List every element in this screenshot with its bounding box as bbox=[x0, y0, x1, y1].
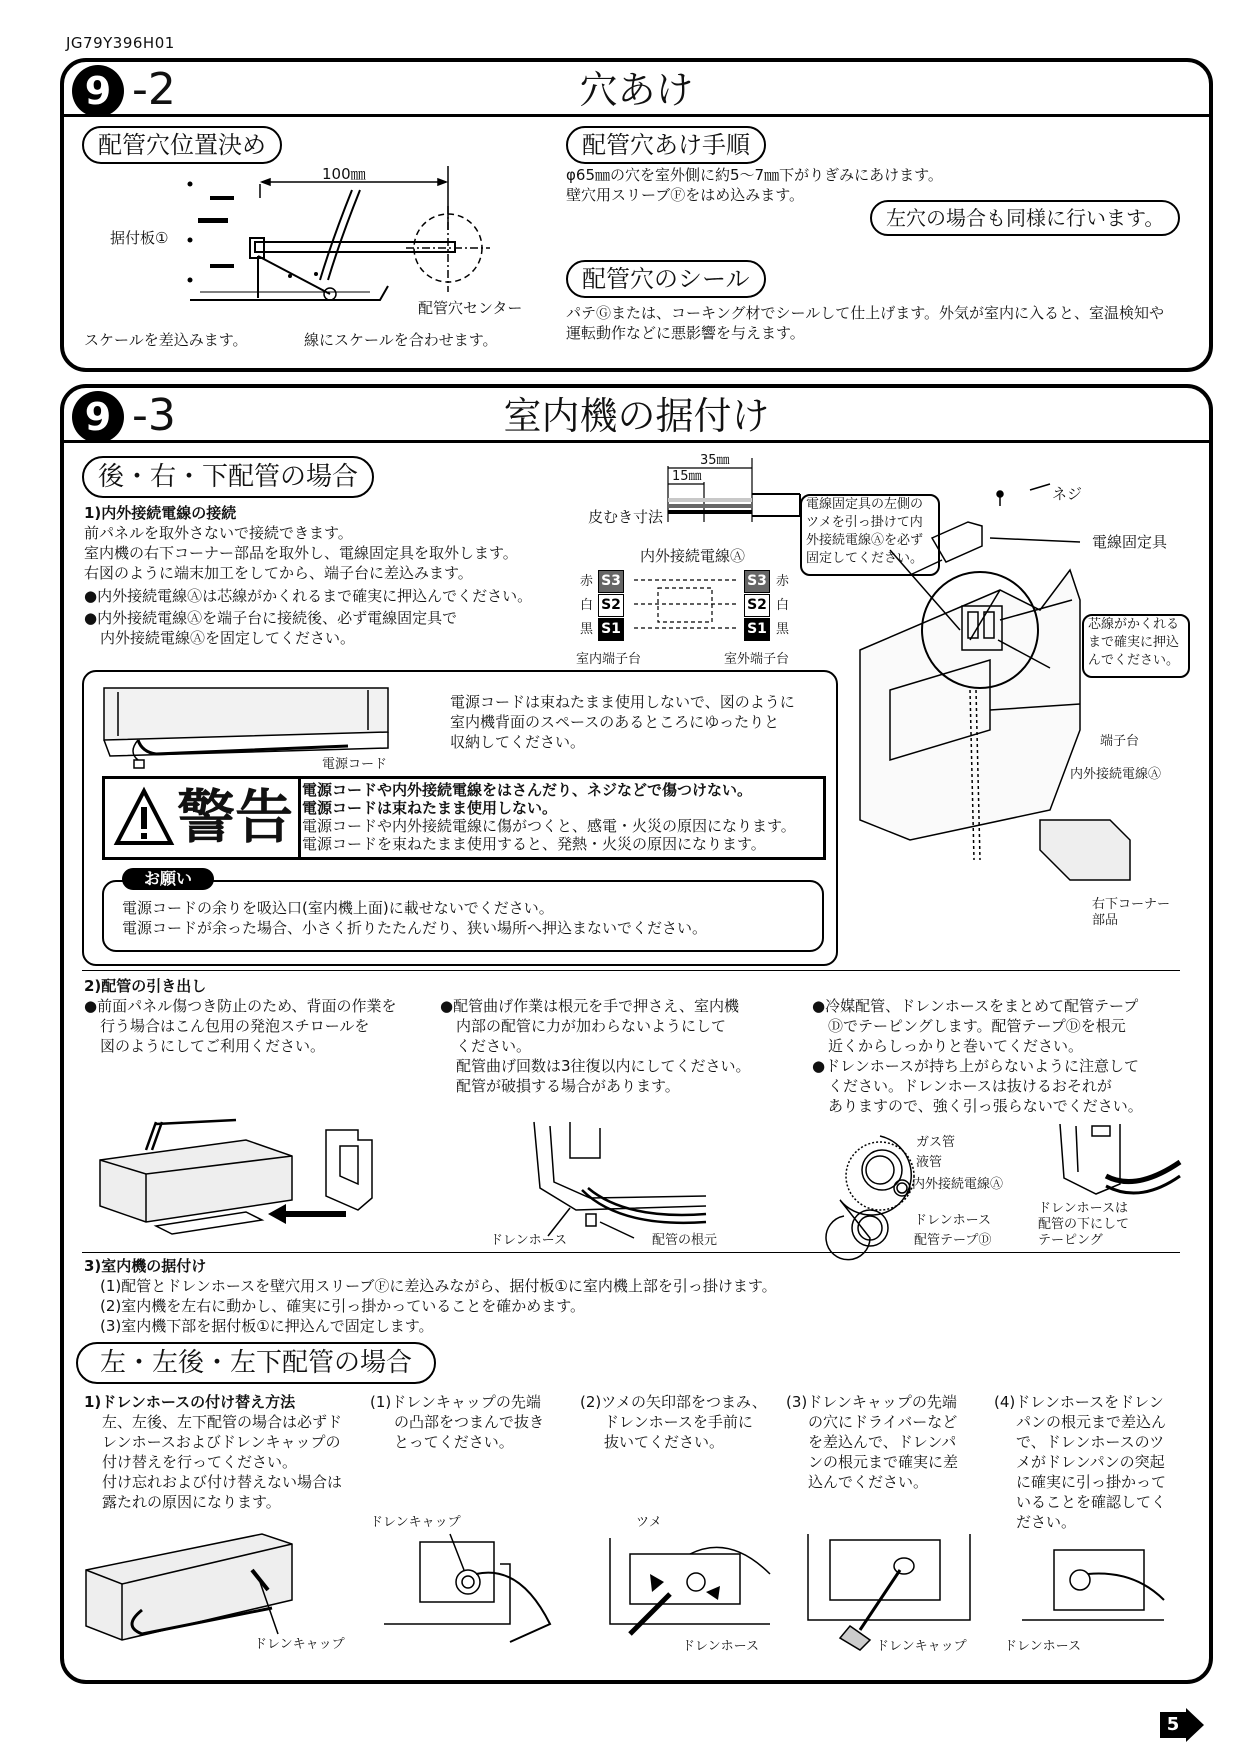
fig-label-drain-cap-1: ドレンキャップ bbox=[254, 1637, 345, 1652]
step1-title: 1)内外接続電線の接続 bbox=[84, 504, 237, 522]
label-white-right: 白 bbox=[776, 598, 790, 613]
label-liquid-pipe: 液管 bbox=[916, 1155, 943, 1170]
callout-core-line-1: 芯線がかくれる bbox=[1088, 617, 1180, 632]
hole-position-diagram bbox=[170, 160, 550, 320]
step2-col1-line: 図のようにしてご利用ください。 bbox=[100, 1037, 326, 1055]
fig-label-pipe-root: 配管の根元 bbox=[652, 1233, 718, 1248]
step2-col2-line: ください。 bbox=[456, 1037, 532, 1055]
step3-title: 3)室内機の据付け bbox=[84, 1257, 207, 1275]
label-mounting-plate: 据付板① bbox=[110, 229, 169, 247]
label-gas-pipe: ガス管 bbox=[916, 1135, 956, 1150]
step2-title: 2)配管の引き出し bbox=[84, 977, 207, 995]
fig-label-drain-hose-1: ドレンホース bbox=[682, 1639, 760, 1654]
label-align-scale: 線にスケールを合わせます。 bbox=[304, 331, 498, 349]
label-drain-below-line-2: 配管の下にして bbox=[1038, 1217, 1130, 1232]
step1-bullet-2a: ●内外接続電線Ⓐを端子台に接続後、必ず電線固定具で bbox=[84, 609, 458, 627]
warning-word: 警告 bbox=[177, 783, 294, 851]
section-number-badge: 9 bbox=[72, 391, 124, 443]
label-black-left: 黒 bbox=[580, 622, 594, 637]
fig-label-drain-hose-2: ドレンホース bbox=[1004, 1639, 1082, 1654]
left-step4-line: ださい。 bbox=[1016, 1513, 1077, 1531]
section-title: 室内機の据付け bbox=[503, 394, 770, 438]
step2-col3-line: ●冷媒配管、ドレンホースをまとめて配管テープ bbox=[812, 997, 1139, 1015]
indoor-terminal-s1: S1 bbox=[598, 618, 624, 641]
divider-line bbox=[82, 1252, 1180, 1253]
warning-triangle-icon bbox=[113, 787, 175, 847]
next-page-arrow-icon bbox=[1186, 1708, 1206, 1742]
divider-line bbox=[82, 970, 1180, 971]
power-cord-line-2: 室内機背面のスペースのあるところにゆったりと bbox=[450, 713, 780, 731]
request-label: お願い bbox=[122, 868, 214, 890]
callout-core-line-3: んでください。 bbox=[1088, 653, 1180, 668]
callout-hook-line-4: 固定してください。 bbox=[806, 551, 924, 566]
left-intro-line: 露たれの原因になります。 bbox=[102, 1493, 281, 1511]
fig-label-drain-hose: ドレンホース bbox=[490, 1233, 568, 1248]
step2-col3-line: Ⓓでテーピングします。配管テープⒹを根元 bbox=[828, 1017, 1126, 1035]
label-screw: ネジ bbox=[1052, 485, 1083, 503]
outdoor-terminal-s1: S1 bbox=[744, 618, 770, 641]
left-step3-line: の穴にドライバーなど bbox=[808, 1413, 958, 1431]
step1-bullet-1: ●内外接続電線Ⓐは芯線がかくれるまで確実に押込んでください。 bbox=[84, 587, 533, 605]
terminal-link-diagram bbox=[610, 568, 760, 648]
dim-100mm: 100㎜ bbox=[322, 165, 366, 183]
step1-line-3: 右図のように端末加工をしてから、端子台に差込みます。 bbox=[84, 564, 473, 582]
label-indoor-terminal: 室内端子台 bbox=[576, 652, 642, 667]
left-intro-line: 付け忘れおよび付け替えない場合は bbox=[102, 1473, 343, 1491]
left-step1-line: の凸部をつまんで抜き bbox=[394, 1413, 545, 1431]
foam-support-illustration bbox=[96, 1110, 396, 1240]
label-strip-length: 皮むき寸法 bbox=[588, 508, 664, 526]
label-drain-below-line-1: ドレンホースは bbox=[1038, 1201, 1129, 1216]
heading-left-piping: 左・左後・左下配管の場合 bbox=[76, 1342, 436, 1384]
drilling-line-2: 壁穴用スリーブⒻをはめ込みます。 bbox=[566, 186, 805, 204]
label-cable-fixer: 電線固定具 bbox=[1092, 533, 1168, 551]
note-left-hole-same: 左穴の場合も同様に行います。 bbox=[870, 200, 1180, 236]
fig-label-tsume: ツメ bbox=[636, 1515, 662, 1530]
power-cord-line-1: 電源コードは束ねたまま使用しないで、図のように bbox=[450, 693, 795, 711]
label-pipe-hole-center: 配管穴センター bbox=[418, 299, 523, 317]
warning-line-1: 電源コードや内外接続電線をはさんだり、ネジなどで傷つけない。 bbox=[302, 781, 753, 799]
left-step4-line: メがドレンパンの突起 bbox=[1016, 1453, 1165, 1471]
step1-bullet-2b: 内外接続電線Ⓐを固定してください。 bbox=[100, 629, 356, 647]
label-drain-hose-bundle: ドレンホース bbox=[914, 1213, 992, 1228]
left-step1-line: (1)ドレンキャップの先端 bbox=[370, 1393, 541, 1411]
warning-line-4: 電源コードを束ねたまま使用すると、発熱・火災の原因になります。 bbox=[302, 835, 766, 853]
step1-line-1: 前パネルを取外さないで接続できます。 bbox=[84, 524, 353, 542]
seal-line-1: パテⒼまたは、コーキング材でシールして仕上げます。外気が室内に入ると、室温検知や bbox=[566, 304, 1165, 322]
drain-hose-attach-illustration bbox=[1014, 1540, 1174, 1640]
label-insert-scale: スケールを差込みます。 bbox=[84, 331, 248, 349]
left-step4-line: (4)ドレンホースをドレン bbox=[994, 1393, 1164, 1411]
document-code: JG79Y396H01 bbox=[66, 34, 175, 52]
callout-hook-line-1: 電線固定具の左側の bbox=[806, 497, 924, 512]
label-terminal-block: 端子台 bbox=[1100, 734, 1140, 749]
section-number-badge: 9 bbox=[72, 65, 124, 117]
left-step4-line: で、ドレンホースのツ bbox=[1016, 1433, 1165, 1451]
drilling-line-1: φ65㎜の穴を室外側に約5～7㎜下がりぎみにあけます。 bbox=[566, 166, 943, 184]
heading-back-right-down-piping: 後・右・下配管の場合 bbox=[82, 456, 374, 498]
label-corner-part-line-1: 右下コーナー bbox=[1092, 897, 1171, 912]
label-connection-cable-bundle: 内外接続電線Ⓐ bbox=[912, 1177, 1004, 1192]
dim-35mm: 35㎜ bbox=[700, 453, 730, 468]
step2-col1-line: ●前面パネル傷つき防止のため、背面の作業を bbox=[84, 997, 397, 1015]
indoor-terminal-s2: S2 bbox=[598, 594, 624, 617]
section-subnumber: -2 bbox=[132, 64, 176, 115]
section-9-2-header bbox=[64, 62, 1209, 117]
step3-line-2: (2)室内機を左右に動かし、確実に引っ掛かっていることを確かめます。 bbox=[100, 1297, 586, 1315]
label-connection-cable-unit: 内外接続電線Ⓐ bbox=[1070, 767, 1162, 782]
left-step4-line: に確実に引っ掛かって bbox=[1016, 1473, 1167, 1491]
left-intro-line: 左、左後、左下配管の場合は必ずド bbox=[102, 1413, 343, 1431]
pipe-bending-illustration bbox=[530, 1118, 710, 1248]
seal-line-2: 運転動作などに悪影響を与えます。 bbox=[566, 324, 805, 342]
step2-col3-line: ありますので、強く引っ張らないでください。 bbox=[828, 1097, 1143, 1115]
outdoor-terminal-s2: S2 bbox=[744, 594, 770, 617]
label-outdoor-terminal: 室外端子台 bbox=[724, 652, 790, 667]
left-step4-line: パンの根元まで差込ん bbox=[1016, 1413, 1167, 1431]
label-red-right: 赤 bbox=[776, 574, 790, 589]
callout-hook-line-3: 外接続電線Ⓐを必ず bbox=[806, 533, 924, 548]
fig-label-drain-cap-2: ドレンキャップ bbox=[370, 1515, 461, 1530]
warning-line-2: 電源コードは束ねたまま使用しない。 bbox=[302, 799, 558, 817]
page-number: 5 bbox=[1160, 1712, 1186, 1738]
label-corner-part-line-2: 部品 bbox=[1092, 913, 1119, 928]
step2-col2-line: 配管曲げ回数は3往復以内にしてください。 bbox=[456, 1057, 751, 1075]
left-step3-line: ンの根元まで確実に差 bbox=[808, 1453, 959, 1471]
left-intro-line: 付け替えを行ってください。 bbox=[102, 1453, 298, 1471]
step2-col1-line: 行う場合はこん包用の発泡スチロールを bbox=[100, 1017, 370, 1035]
section-title: 穴あけ bbox=[579, 68, 694, 112]
heading-hole-drilling: 配管穴あけ手順 bbox=[566, 126, 766, 164]
left-intro-line: レンホースおよびドレンキャップの bbox=[102, 1433, 341, 1451]
outdoor-terminal-s3: S3 bbox=[744, 570, 770, 593]
step2-col3-line: ●ドレンホースが持ち上がらないように注意して bbox=[812, 1057, 1139, 1075]
step2-col2-line: 配管が破損する場合があります。 bbox=[456, 1077, 680, 1095]
left-step2-line: ドレンホースを手前に bbox=[604, 1413, 753, 1431]
label-white-left: 白 bbox=[580, 598, 594, 613]
request-line-1: 電源コードの余りを吸込口(室内機上面)に載せないでください。 bbox=[122, 899, 554, 917]
heading-pipe-hole-position: 配管穴位置決め bbox=[82, 126, 282, 164]
left-step4-line: いることを確認してく bbox=[1016, 1493, 1167, 1511]
left-step2-line: (2)ツメの矢印部をつまみ、 bbox=[580, 1393, 767, 1411]
drain-cap-insert-illustration bbox=[800, 1530, 980, 1640]
left-step3-line: を差込んで、ドレンパ bbox=[808, 1433, 957, 1451]
warning-icon-cell bbox=[105, 779, 301, 857]
drain-hose-removal-illustration bbox=[600, 1534, 780, 1644]
label-power-cord: 電源コード bbox=[322, 757, 388, 772]
drain-under-pipe-illustration bbox=[1056, 1122, 1186, 1212]
dim-15mm: 15㎜ bbox=[672, 469, 702, 484]
left-step1-title: 1)ドレンホースの付け替え方法 bbox=[84, 1393, 296, 1411]
step3-line-1: (1)配管とドレンホースを壁穴用スリーブⒻに差込みながら、据付板①に室内機上部を引っ掛けます。 bbox=[100, 1277, 777, 1295]
label-pipe-tape: 配管テープⒹ bbox=[914, 1233, 992, 1248]
step2-col2-line: ●配管曲げ作業は根元を手で押さえ、室内機 bbox=[440, 997, 739, 1015]
indoor-unit-drain-illustration bbox=[82, 1530, 302, 1650]
wire-strip-diagram bbox=[660, 454, 810, 524]
callout-hook-line-2: ツメを引っ掛けて内 bbox=[806, 515, 923, 530]
step3-line-3: (3)室内機下部を据付板①に押込んで固定します。 bbox=[100, 1317, 434, 1335]
left-step2-line: 抜いてください。 bbox=[604, 1433, 725, 1451]
step2-col3-line: ください。ドレンホースは抜けるおそれが bbox=[828, 1077, 1112, 1095]
label-drain-below-line-3: テーピング bbox=[1038, 1233, 1103, 1248]
power-cord-line-3: 収納してください。 bbox=[450, 733, 586, 751]
step1-line-2: 室内機の右下コーナー部品を取外し、電線固定具を取外します。 bbox=[84, 544, 518, 562]
drain-cap-removal-illustration bbox=[380, 1534, 560, 1644]
left-step3-line: 込んでください。 bbox=[808, 1473, 929, 1491]
label-black-right: 黒 bbox=[776, 622, 790, 637]
callout-core-line-2: まで確実に押込 bbox=[1088, 635, 1180, 650]
label-red-left: 赤 bbox=[580, 574, 594, 589]
left-step1-line: とってください。 bbox=[394, 1433, 514, 1451]
step2-col3-line: 近くからしっかりと巻いてください。 bbox=[828, 1037, 1084, 1055]
indoor-terminal-s3: S3 bbox=[598, 570, 624, 593]
section-9-3-header bbox=[64, 388, 1209, 443]
step2-col2-line: 内部の配管に力が加わらないようにして bbox=[456, 1017, 727, 1035]
warning-line-3: 電源コードや内外接続電線に傷がつくと、感電・火災の原因になります。 bbox=[302, 817, 796, 835]
label-connection-cable: 内外接続電線Ⓐ bbox=[640, 547, 746, 565]
left-step3-line: (3)ドレンキャップの先端 bbox=[786, 1393, 957, 1411]
heading-hole-seal: 配管穴のシール bbox=[566, 260, 766, 298]
request-line-2: 電源コードが余った場合、小さく折りたたんだり、狭い場所へ押込まないでください。 bbox=[122, 919, 708, 937]
section-subnumber: -3 bbox=[132, 390, 176, 441]
fig-label-drain-cap-3: ドレンキャップ bbox=[876, 1639, 967, 1654]
